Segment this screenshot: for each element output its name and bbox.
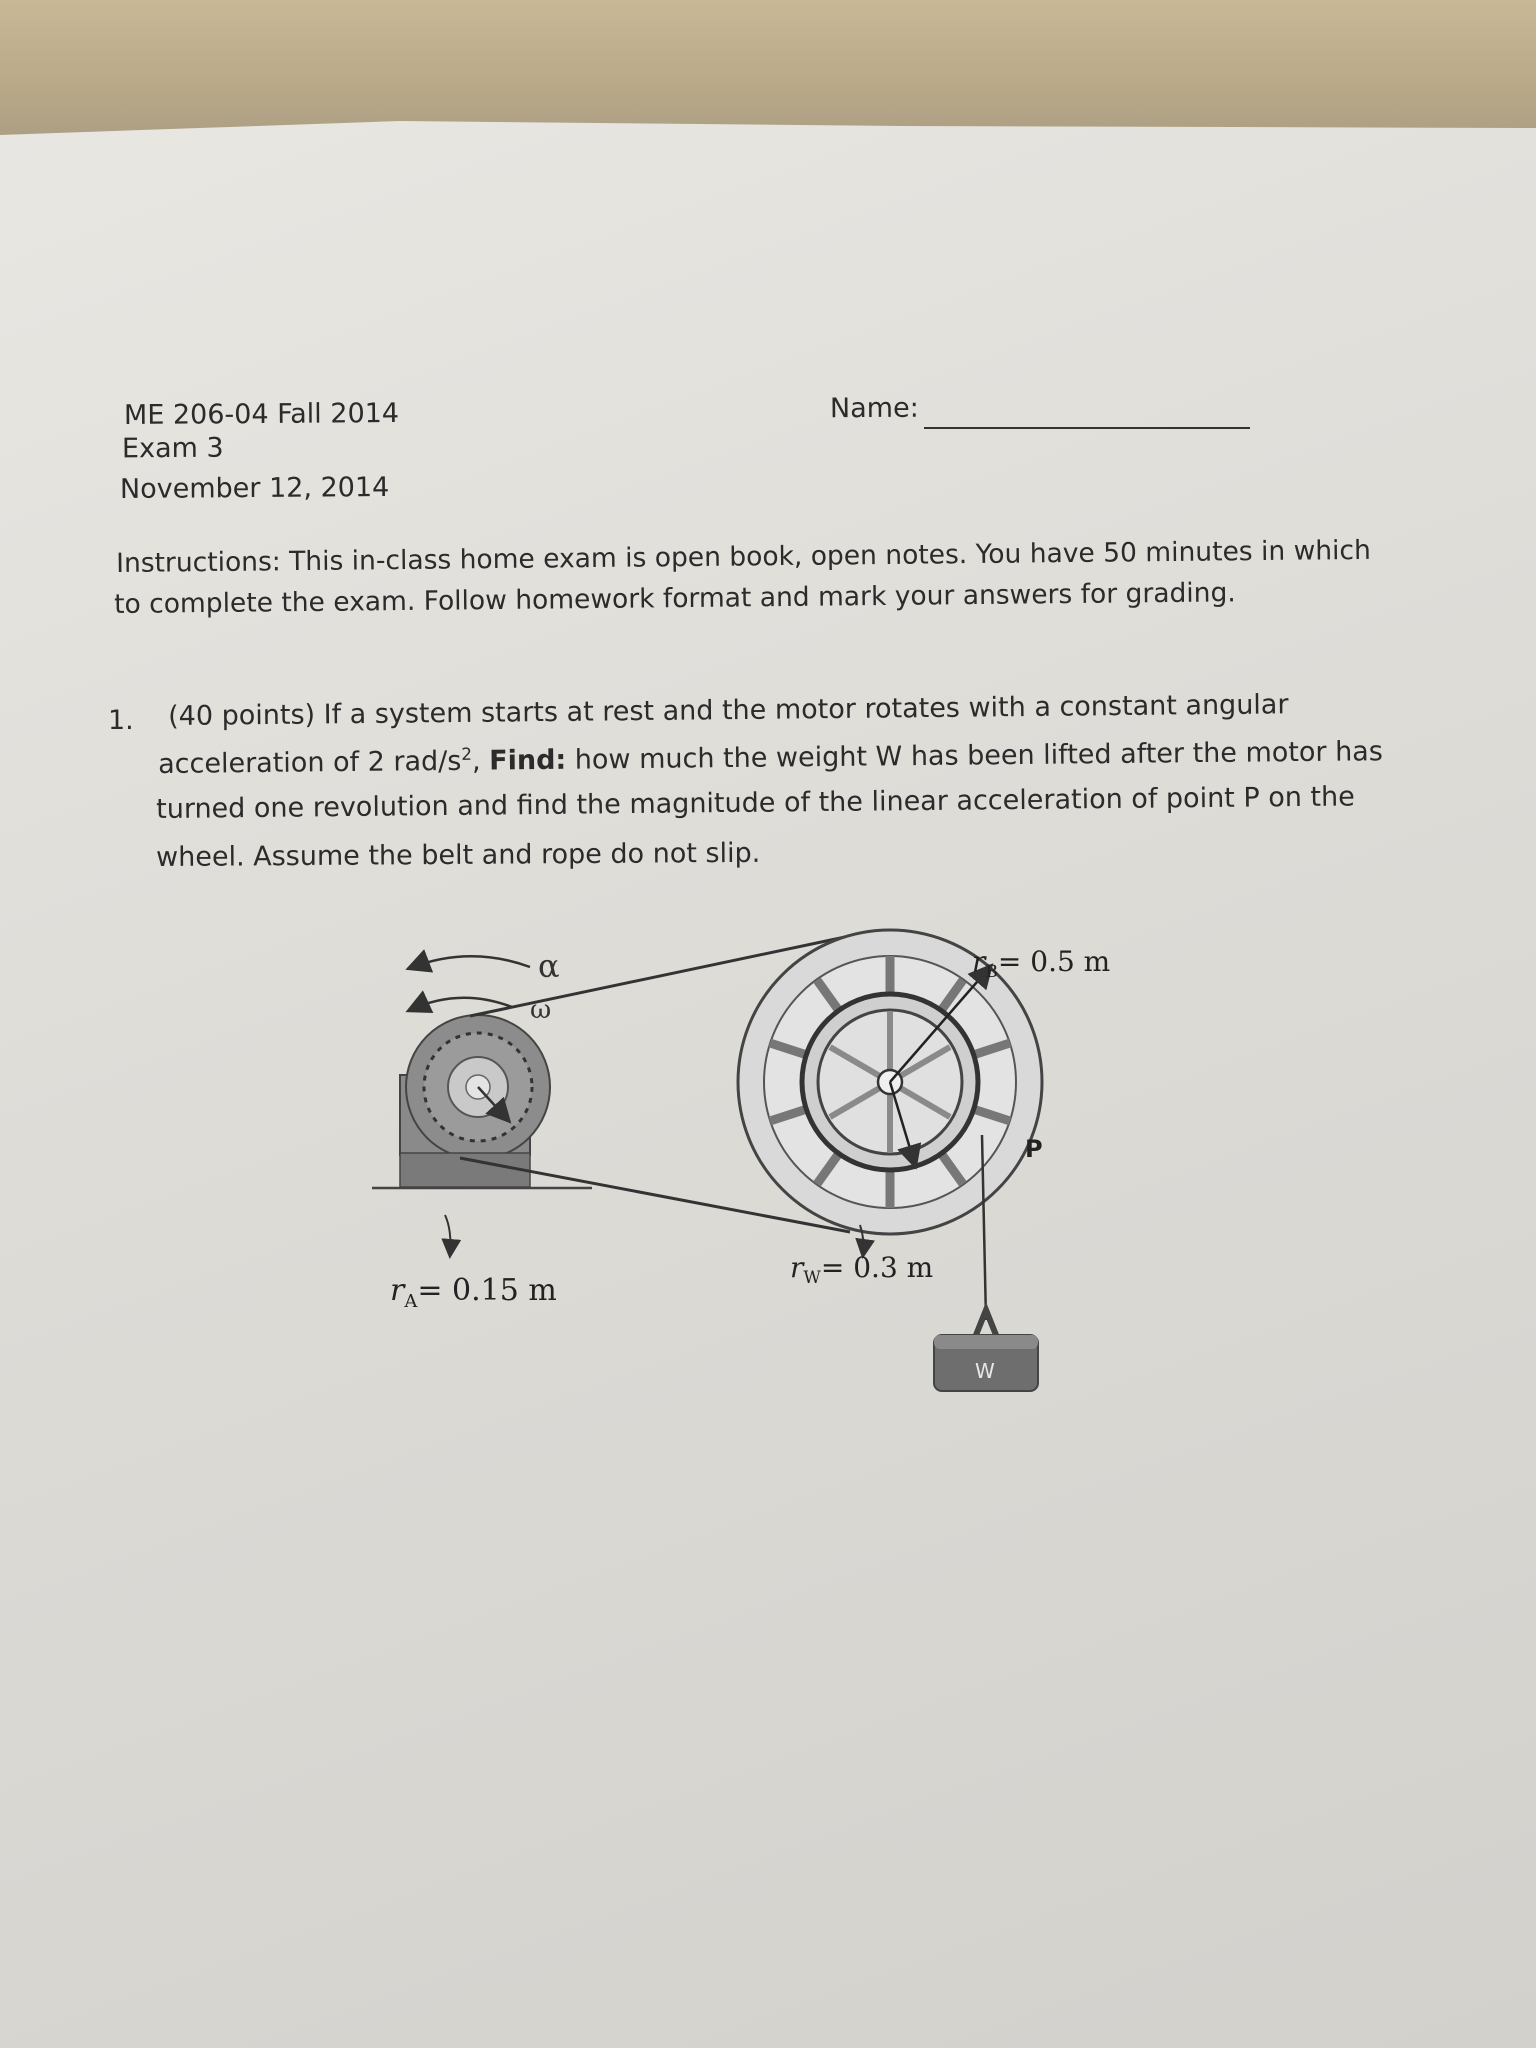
point-p-label: P <box>1025 1135 1043 1163</box>
omega-label: ω <box>530 995 552 1025</box>
rA-label <box>390 1273 557 1312</box>
rB-symbol: r <box>972 945 986 978</box>
pulley-diagram <box>360 925 1140 1425</box>
problem-line-2-sup: 2 <box>461 743 473 764</box>
rW-label <box>790 1251 933 1288</box>
problem-line-4: wheel. Assume the belt and rope do not slip. <box>156 837 761 873</box>
omega-arrow <box>410 998 512 1010</box>
rB-value: = 0.5 m <box>997 945 1111 978</box>
find-label: Find: <box>489 744 567 777</box>
instructions-line-2: to complete the exam. Follow homework format and mark your answers for grading. <box>114 577 1236 620</box>
rW-value: = 0.3 m <box>820 1251 934 1284</box>
rA-subscript: A <box>404 1291 418 1312</box>
alpha-arrow <box>410 956 530 968</box>
problem-line-1: (40 points) If a system starts at rest and the motor rotates with a constant angular <box>168 689 1289 732</box>
name-blank[interactable] <box>924 427 1250 429</box>
exam-date: November 12, 2014 <box>119 472 390 505</box>
problem-line-2-c: how much the weight W has been lifted after the motor has <box>566 736 1383 776</box>
problem-line-2-a: acceleration of 2 rad/s <box>158 745 462 780</box>
problem-line-3: turned one revolution and find the magnitude of the linear acceleration of point P on the <box>156 781 1355 825</box>
instructions-line-1: Instructions: This in-class home exam is open book, open notes. You have 50 minutes in which <box>116 534 1371 579</box>
rA-value: = 0.15 m <box>417 1273 557 1308</box>
motor <box>400 1015 550 1159</box>
weight-label: W <box>975 1359 995 1383</box>
course-title: ME 206-04 Fall 2014 <box>123 398 400 431</box>
rW-symbol: r <box>790 1251 804 1284</box>
rA-leader <box>445 1215 450 1255</box>
problem-number: 1. <box>108 705 134 736</box>
rB-subscript: B <box>985 962 998 982</box>
rB-label <box>972 945 1110 982</box>
alpha-label: α <box>538 947 560 985</box>
name-label: Name: <box>829 392 919 425</box>
rA-symbol: r <box>390 1273 405 1308</box>
exam-number: Exam 3 <box>121 432 224 465</box>
rW-subscript: W <box>803 1268 821 1288</box>
problem-line-2-b: , <box>471 745 490 777</box>
